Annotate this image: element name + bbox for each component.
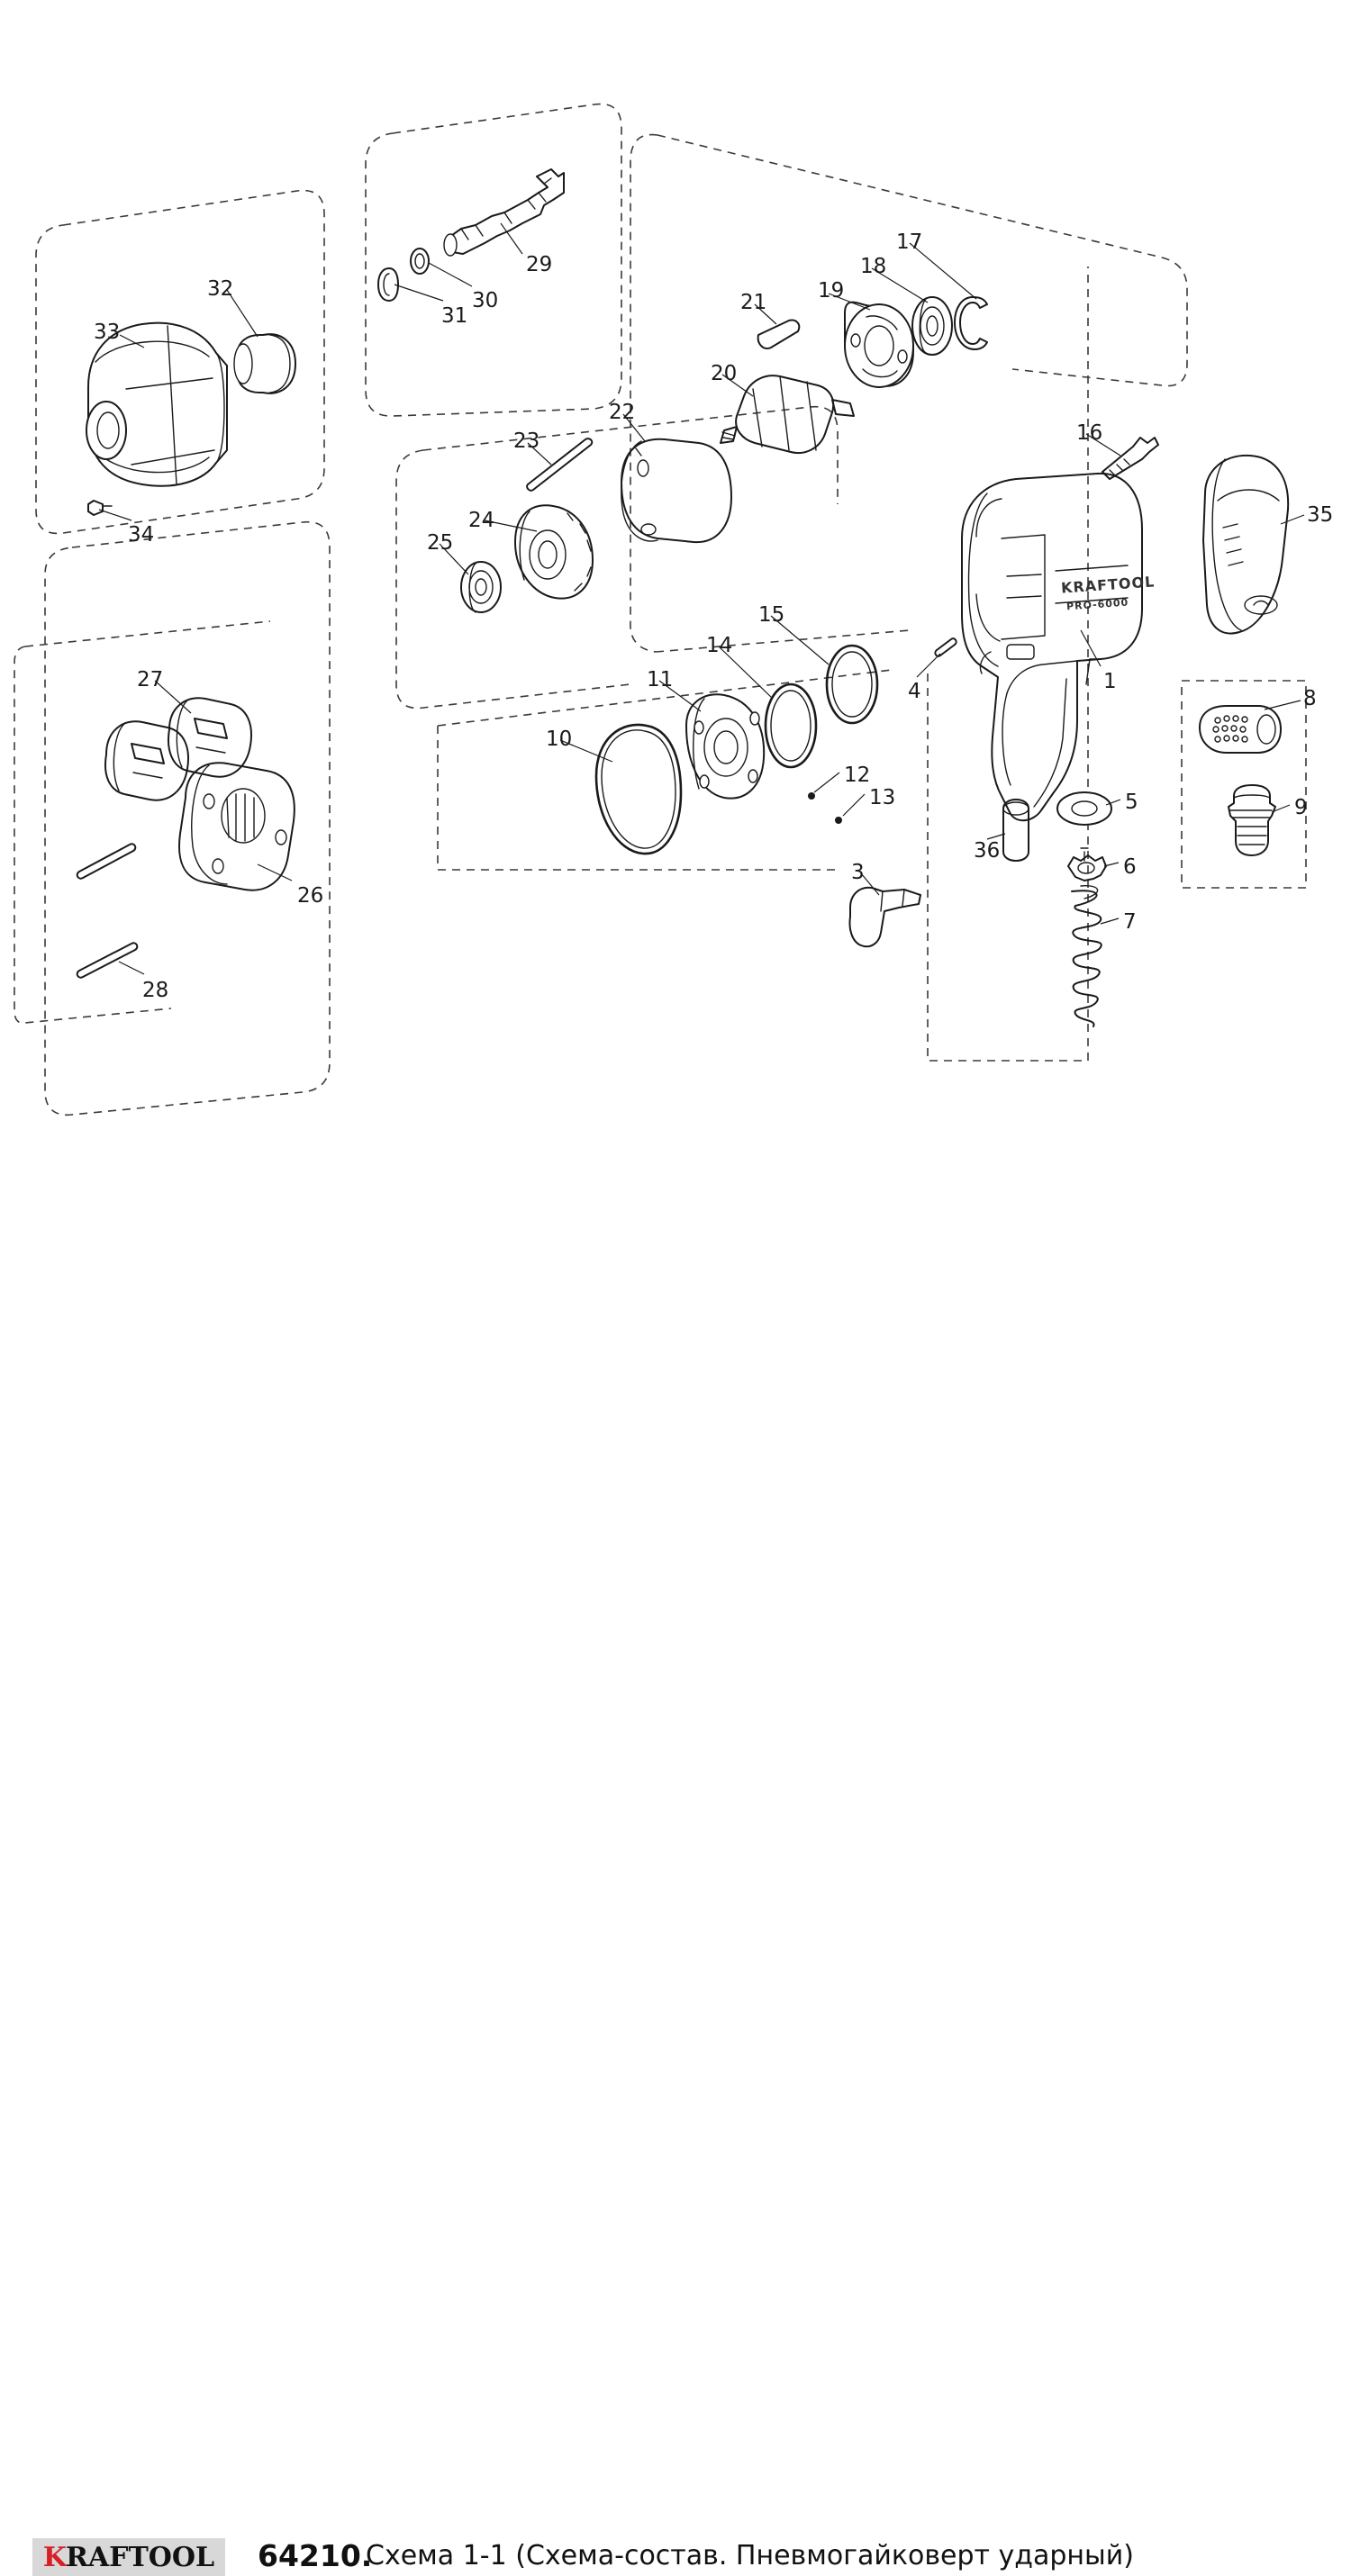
kraftool-logo (32, 2538, 225, 2576)
part-18-bearing (912, 297, 952, 355)
group-outline-trigger (928, 267, 1088, 1061)
callout-6: 6 (1123, 855, 1137, 879)
callout-33: 33 (94, 321, 121, 344)
callout-15: 15 (758, 603, 785, 627)
callout-5: 5 (1125, 791, 1138, 814)
callout-25: 25 (427, 531, 454, 555)
group-outline-hammer (14, 522, 330, 1116)
part-14-o-ring (766, 684, 816, 767)
part-11-front-plate (686, 694, 764, 798)
part-28-pin-upper (77, 844, 136, 878)
callout-8: 8 (1303, 687, 1317, 710)
callout-32: 32 (207, 277, 234, 301)
part-6-valve (1068, 848, 1106, 881)
part-22-cylinder (621, 439, 731, 542)
part-13-ball (835, 817, 842, 824)
part-8-inlet-plate (1200, 706, 1281, 753)
part-21-vane (758, 321, 800, 348)
part-12-ball (808, 792, 815, 800)
part-29-shaft (444, 169, 564, 256)
part-30-washer (411, 249, 429, 274)
schematic-title: Схема 1-1 (Схема-состав. Пневмогайковерт ударный) (366, 2540, 1134, 2571)
callout-30: 30 (472, 289, 499, 312)
part-4-pin (935, 638, 956, 656)
part-28-pin-lower (77, 943, 138, 977)
callout-7: 7 (1123, 910, 1137, 934)
tool-brand-plate: KRAFTOOL (1060, 573, 1156, 597)
callout-3: 3 (851, 861, 865, 884)
part-26-hammer-case (179, 763, 295, 890)
part-15-o-ring (827, 646, 877, 723)
callout-22: 22 (609, 401, 636, 424)
callout-17: 17 (896, 230, 923, 254)
callout-23: 23 (513, 429, 540, 453)
part-25-bearing (461, 562, 501, 612)
part-10-gasket (596, 725, 681, 854)
group-outline-motor (396, 135, 1187, 709)
part-33-anvil-housing (86, 323, 227, 486)
callout-21: 21 (740, 291, 767, 314)
part-7-spring (1072, 886, 1102, 1026)
callout-12: 12 (844, 764, 871, 787)
callout-34: 34 (128, 523, 155, 547)
callout-4: 4 (908, 680, 921, 703)
part-9-air-inlet (1229, 785, 1275, 855)
logo-wordmark: RAFTOOL (65, 2541, 215, 2573)
group-outline-seals (438, 670, 892, 870)
part-27-hammer-a (105, 721, 188, 800)
callout-16: 16 (1076, 421, 1103, 445)
part-24-rear-plate (515, 505, 593, 598)
part-17-circlip (955, 297, 987, 349)
callout-18: 18 (860, 255, 887, 278)
tool-model-plate: PRO-6000 (1065, 596, 1129, 613)
callout-31: 31 (441, 304, 468, 328)
callout-29: 29 (526, 253, 553, 276)
callout-14: 14 (706, 634, 733, 657)
logo-k-letter: K (42, 2541, 66, 2573)
part-1-main-housing (962, 474, 1142, 820)
callout-1: 1 (1103, 670, 1117, 693)
callout-35: 35 (1307, 503, 1334, 527)
callout-11: 11 (647, 668, 674, 691)
part-16-bolt (1102, 438, 1158, 479)
part-35-grip-cover (1203, 456, 1288, 634)
callout-27: 27 (137, 668, 164, 691)
part-19-end-plate (845, 303, 913, 387)
callout-19: 19 (818, 279, 845, 303)
part-32-retainer-cup (234, 334, 295, 393)
callout-24: 24 (468, 509, 495, 532)
callout-28: 28 (142, 979, 169, 1002)
group-outline-inlet (1182, 681, 1306, 888)
callout-10: 10 (546, 728, 573, 751)
group-outline-anvil (36, 191, 324, 534)
schematic-code: 64210. (258, 2538, 373, 2573)
callout-9: 9 (1294, 796, 1308, 819)
callout-36: 36 (974, 839, 1001, 863)
group-outline-shaft (366, 104, 621, 417)
callout-20: 20 (711, 362, 738, 385)
callout-26: 26 (297, 884, 324, 908)
part-3-throttle-lever (850, 888, 921, 946)
part-5-seal (1057, 792, 1111, 825)
footer (0, 1256, 1351, 2573)
callout-13: 13 (869, 786, 896, 809)
